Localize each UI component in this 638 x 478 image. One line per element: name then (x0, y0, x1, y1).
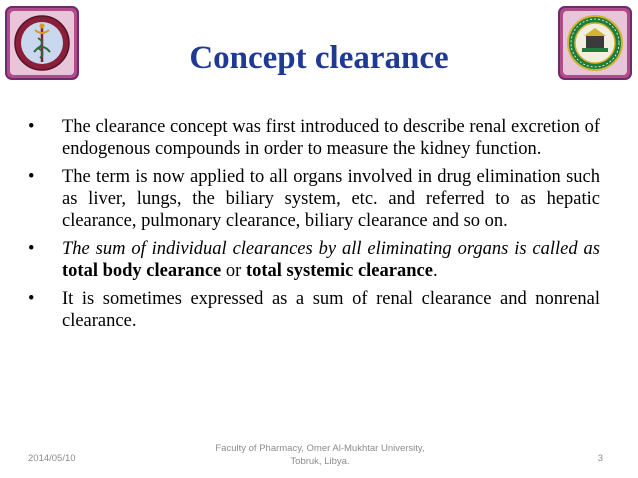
bold-term-total-body-clearance: total body clearance (62, 261, 222, 281)
bullet-text: The term is now applied to all organs involved in drug elimination such as liver, lungs, the biliary system, etc. and referred to as hepatic clearance, pulmonary clearance, biliary clearance and so on. (62, 167, 600, 231)
footer-institution-line-1: Faculty of Pharmacy, Omer Al-Mukhtar University, (215, 443, 425, 454)
bullet-item (28, 116, 600, 160)
bullet-item (28, 238, 600, 282)
bullet-text (62, 238, 600, 282)
italic-text: The sum of individual clearances by all eliminating organs is called as (62, 239, 600, 259)
bullet-symbol: • (28, 239, 35, 259)
bullet-text: The clearance concept was first introduced to describe renal excretion of endogenous compounds in order to measure the kidney function. (62, 117, 600, 159)
slide-title: Concept clearance (189, 40, 449, 76)
footer-institution-line-2: Tobruk, Libya. (290, 456, 350, 467)
pharmacy-emblem-icon (5, 6, 79, 80)
university-seal-icon (558, 6, 632, 80)
bullet-symbol: • (28, 289, 35, 309)
bullet-text: It is sometimes expressed as a sum of renal clearance and nonrenal clearance. (62, 289, 600, 331)
bullet-symbol: • (28, 117, 35, 137)
bullet-list (28, 116, 600, 338)
footer-date: 2014/05/10 (28, 453, 76, 464)
bullet-item (28, 166, 600, 232)
period-text: . (432, 261, 438, 281)
bold-term-total-systemic-clearance: total systemic clearance (245, 261, 433, 281)
page-number: 3 (597, 453, 603, 464)
footer-institution (200, 442, 440, 468)
bullet-item (28, 288, 600, 332)
connector-text: or (225, 261, 242, 281)
bullet-symbol: • (28, 167, 35, 187)
